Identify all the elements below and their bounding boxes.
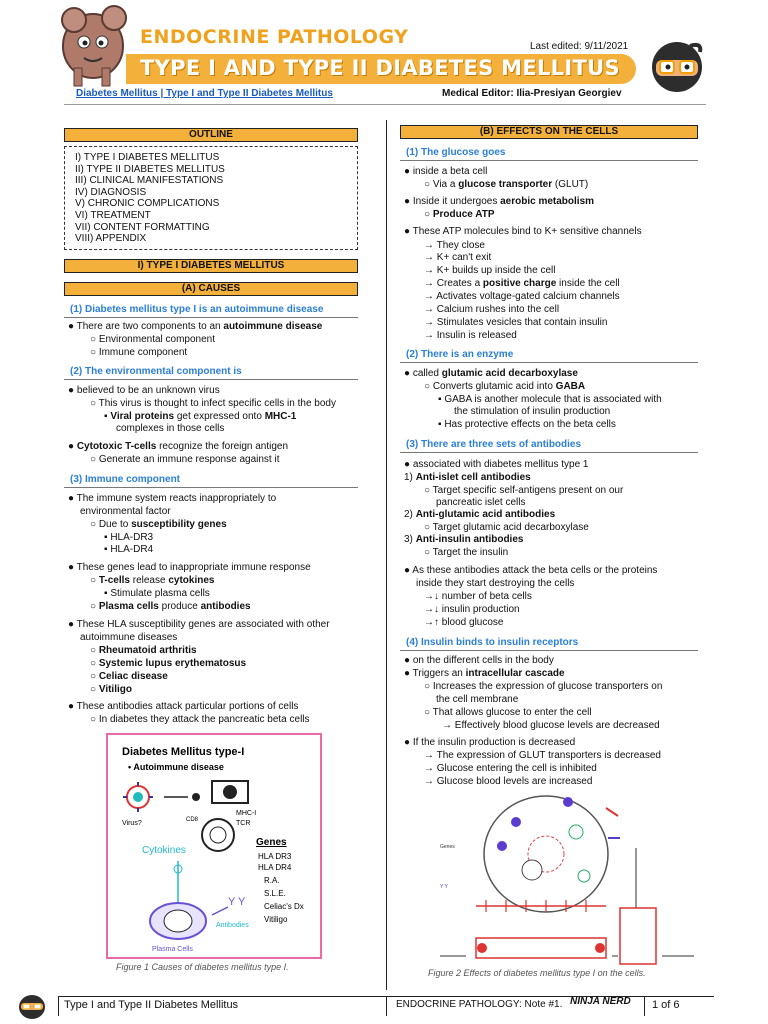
figure-2 <box>436 788 698 966</box>
outline-item[interactable]: VII) CONTENT FORMATTING <box>75 221 210 233</box>
fig1-gene-1: HLA DR3 <box>258 852 292 861</box>
outline-title: OUTLINE <box>64 128 358 142</box>
bullet-line: ● Inside it undergoes aerobic metabolism <box>404 196 595 207</box>
svg-text:Genes: Genes <box>440 844 455 850</box>
bullet-line: ○ That allows glucose to enter the cell <box>424 707 592 718</box>
bullet-line: ○ Systemic lupus erythematosus <box>90 658 247 669</box>
bullet-line: ○ Immune component <box>90 347 188 358</box>
figure-1-caption: Figure 1 Causes of diabetes mellitus type I. <box>116 962 289 972</box>
footer-note: ENDOCRINE PATHOLOGY: Note #1. <box>396 999 563 1010</box>
bullet-line: → Stimulates vesicles that contain insulin <box>424 317 608 328</box>
bullet-line: ● on the different cells in the body <box>404 655 554 666</box>
last-edited: Last edited: 9/11/2021 <box>530 41 629 52</box>
bullet-line: 3) Anti-insulin antibodies <box>404 534 524 545</box>
bullet-line: ● inside a beta cell <box>404 166 488 177</box>
subsection-title: (A) CAUSES <box>64 282 358 296</box>
bullet-line: ○ Target glutamic acid decarboxylase <box>424 522 589 533</box>
bullet-line: 1) Anti-islet cell antibodies <box>404 472 531 483</box>
bullet-line: ● These antibodies attack particular portions of cells <box>68 701 299 712</box>
bullet-line: ● called glutamic acid decarboxylase <box>404 368 578 379</box>
bullet-line: ▪ Stimulate plasma cells <box>104 588 210 599</box>
fig1-antibodies-label: Antibodies <box>216 922 249 929</box>
fig1-disease-1: R.A. <box>264 876 280 885</box>
outline-item[interactable]: V) CHRONIC COMPLICATIONS <box>75 198 220 210</box>
video-link[interactable]: Diabetes Mellitus | Type I and Type II Diabetes Mellitus <box>76 88 333 99</box>
bullet-line: ○ This virus is thought to infect specific cells in the body <box>90 398 336 409</box>
bullet-line: →↑ blood glucose <box>424 617 504 628</box>
footer-title: Type I and Type II Diabetes Mellitus <box>64 999 239 1011</box>
outline-item[interactable]: VI) TREATMENT <box>75 209 151 221</box>
bullet-line: ○ Due to susceptibility genes <box>90 519 227 530</box>
bullet-line: ● There are two components to an autoimmune disease <box>68 321 323 332</box>
bullet-line: → Insulin is released <box>424 330 517 341</box>
subheading-3: (3) There are three sets of antibodies <box>406 439 582 450</box>
outline-item[interactable]: III) CLINICAL MANIFESTATIONS <box>75 175 224 187</box>
outline-item[interactable]: VIII) APPENDIX <box>75 233 147 245</box>
subheading-rule <box>64 379 358 380</box>
svg-text:Y Y: Y Y <box>440 884 448 890</box>
footer-separator <box>386 996 387 1016</box>
fig1-plasma-label: Plasma Cells <box>152 946 193 953</box>
bullet-line: ▪ HLA-DR4 <box>104 544 154 555</box>
svg-text:• Autoimmune disease: • Autoimmune disease <box>128 762 224 772</box>
bullet-line: → Glucose entering the cell is inhibited <box>424 763 597 774</box>
bullet-line: the stimulation of insulin production <box>454 406 611 417</box>
bullet-line: the cell membrane <box>436 694 519 705</box>
subheading-rule <box>400 160 698 161</box>
bullet-line: → K+ builds up inside the cell <box>424 265 556 276</box>
bullet-line: ▪ HLA-DR3 <box>104 532 154 543</box>
section-title: I) TYPE I DIABETES MELLITUS <box>64 259 358 273</box>
bullet-line: complexes in those cells <box>116 423 225 434</box>
subheading-1: (1) The glucose goes <box>406 147 506 158</box>
fig1-cd8-label: CD8 <box>186 817 199 823</box>
bullet-line: ○ Rheumatoid arthritis <box>90 645 197 656</box>
bullet-line: ○ Plasma cells produce antibodies <box>90 601 251 612</box>
page-title: TYPE I AND TYPE II DIABETES MELLITUS <box>140 56 620 80</box>
bullet-line: ○ T-cells release cytokines <box>90 575 215 586</box>
outline-item[interactable]: I) TYPE I DIABETES MELLITUS <box>75 152 220 163</box>
subheading-rule <box>64 487 358 488</box>
bullet-line: →↓ insulin production <box>424 604 520 615</box>
fig1-bullet: Autoimmune disease <box>133 762 224 772</box>
bullet-line: ● associated with diabetes mellitus type 1 <box>404 459 589 470</box>
bullet-line: ● Triggers an intracellular cascade <box>404 668 565 679</box>
bullet-line: → Creates a positive charge inside the cell <box>424 278 620 289</box>
bullet-line: ● These genes lead to inappropriate immune response <box>68 562 311 573</box>
pancreas-mascot-icon <box>52 2 134 88</box>
footer-logo: NINJA NERD <box>570 996 631 1007</box>
bullet-line: ● As these antibodies attack the beta cells or the proteins <box>404 565 658 576</box>
bullet-line: ● These ATP molecules bind to K+ sensitive channels <box>404 226 642 237</box>
column-divider <box>386 120 387 990</box>
bullet-line: ○ Produce ATP <box>424 209 495 220</box>
bullet-line: ▪ GABA is another molecule that is associated with <box>438 394 662 405</box>
fig1-disease-2: S.L.E. <box>264 889 286 898</box>
subheading-2: (2) The environmental component is <box>70 366 242 377</box>
subheading-rule <box>400 650 698 651</box>
subheading-4: (4) Insulin binds to insulin receptors <box>406 637 579 648</box>
subheading-2: (2) There is an enzyme <box>406 349 514 360</box>
outline-box <box>64 146 358 250</box>
bullet-line: ○ Vitiligo <box>90 684 132 695</box>
bullet-line: ● The immune system reacts inappropriately to <box>68 493 277 504</box>
fig1-genes-label: Genes <box>256 837 287 848</box>
ninja-avatar-icon <box>650 40 704 94</box>
fig1-cytokines-label: Cytokines <box>142 845 186 856</box>
bullet-line: ○ Target specific self-antigens present on our <box>424 485 624 496</box>
header-divider <box>64 104 706 105</box>
bullet-line: ● These HLA susceptibility genes are associated with other <box>68 619 330 630</box>
bullet-line: ○ Increases the expression of glucose transporters on <box>424 681 663 692</box>
bullet-line: ● If the insulin production is decreased <box>404 737 576 748</box>
fig1-mhc-label: MHC-I <box>236 810 257 817</box>
footer-separator <box>58 996 59 1016</box>
fig1-disease-4: Vitiligo <box>264 915 288 924</box>
fig1-disease-3: Celiac's Dx <box>264 902 304 911</box>
bullet-line: → K+ can't exit <box>424 252 492 263</box>
subsection-title: (B) EFFECTS ON THE CELLS <box>400 125 698 139</box>
fig1-virus-label: Virus? <box>122 820 142 827</box>
bullet-line: ○ Via a glucose transporter (GLUT) <box>424 179 589 190</box>
bullet-line: → Effectively blood glucose levels are decreased <box>442 720 660 731</box>
figure-2-caption: Figure 2 Effects of diabetes mellitus type I on the cells. <box>428 968 646 978</box>
figure-1 <box>106 733 322 959</box>
bullet-line: autoimmune diseases <box>80 632 178 643</box>
subheading-3: (3) Immune component <box>70 474 181 485</box>
outline-item[interactable]: II) TYPE II DIABETES MELLITUS <box>75 163 225 175</box>
bullet-line: → Calcium rushes into the cell <box>424 304 560 315</box>
bullet-line: ● believed to be an unknown virus <box>68 385 220 396</box>
bullet-line: ○ In diabetes they attack the pancreatic beta cells <box>90 714 310 725</box>
ninja-footer-icon <box>14 992 50 1020</box>
bullet-line: ○ Environmental component <box>90 334 216 345</box>
bullet-line: → Activates voltage-gated calcium channels <box>424 291 620 302</box>
bullet-line: → The expression of GLUT transporters is decreased <box>424 750 661 761</box>
virus-icon <box>123 782 153 812</box>
bullet-line: pancreatic islet cells <box>436 497 526 508</box>
bullet-line: → They close <box>424 240 485 251</box>
outline-item[interactable]: IV) DIAGNOSIS <box>75 186 147 198</box>
bullet-line: environmental factor <box>80 506 171 517</box>
bullet-line: ○ Generate an immune response against it <box>90 454 280 465</box>
fig1-title: Diabetes Mellitus type-I <box>122 746 245 758</box>
page-number: 1 of 6 <box>652 999 680 1011</box>
subheading-rule <box>400 362 698 363</box>
bullet-line: ○ Converts glutamic acid into GABA <box>424 381 586 392</box>
bullet-line: → Glucose blood levels are increased <box>424 776 593 787</box>
bullet-line: ▪ Viral proteins get expressed onto MHC-1 <box>104 411 297 422</box>
bullet-line: 2) Anti-glutamic acid antibodies <box>404 509 556 520</box>
subheading-1: (1) Diabetes mellitus type I is an autoimmune disease <box>70 304 324 315</box>
subheading-rule <box>64 317 358 318</box>
fig1-tcr-label: TCR <box>236 820 251 827</box>
bullet-line: ● Cytotoxic T-cells recognize the foreign antigen <box>68 441 289 452</box>
medical-editor: Medical Editor: Ilia-Presiyan Georgiev <box>442 88 622 99</box>
subheading-rule <box>400 452 698 453</box>
fig1-gene-2: HLA DR4 <box>258 863 292 872</box>
svg-text:Y Y: Y Y <box>228 896 246 908</box>
header-category: ENDOCRINE PATHOLOGY <box>140 26 409 48</box>
bullet-line: →↓ number of beta cells <box>424 591 532 602</box>
bullet-line: ▪ Has protective effects on the beta cells <box>438 419 616 430</box>
bullet-line: inside they start destroying the cells <box>416 578 575 589</box>
bullet-line: ○ Celiac disease <box>90 671 168 682</box>
footer-separator <box>644 996 645 1016</box>
bullet-line: ○ Target the insulin <box>424 547 509 558</box>
